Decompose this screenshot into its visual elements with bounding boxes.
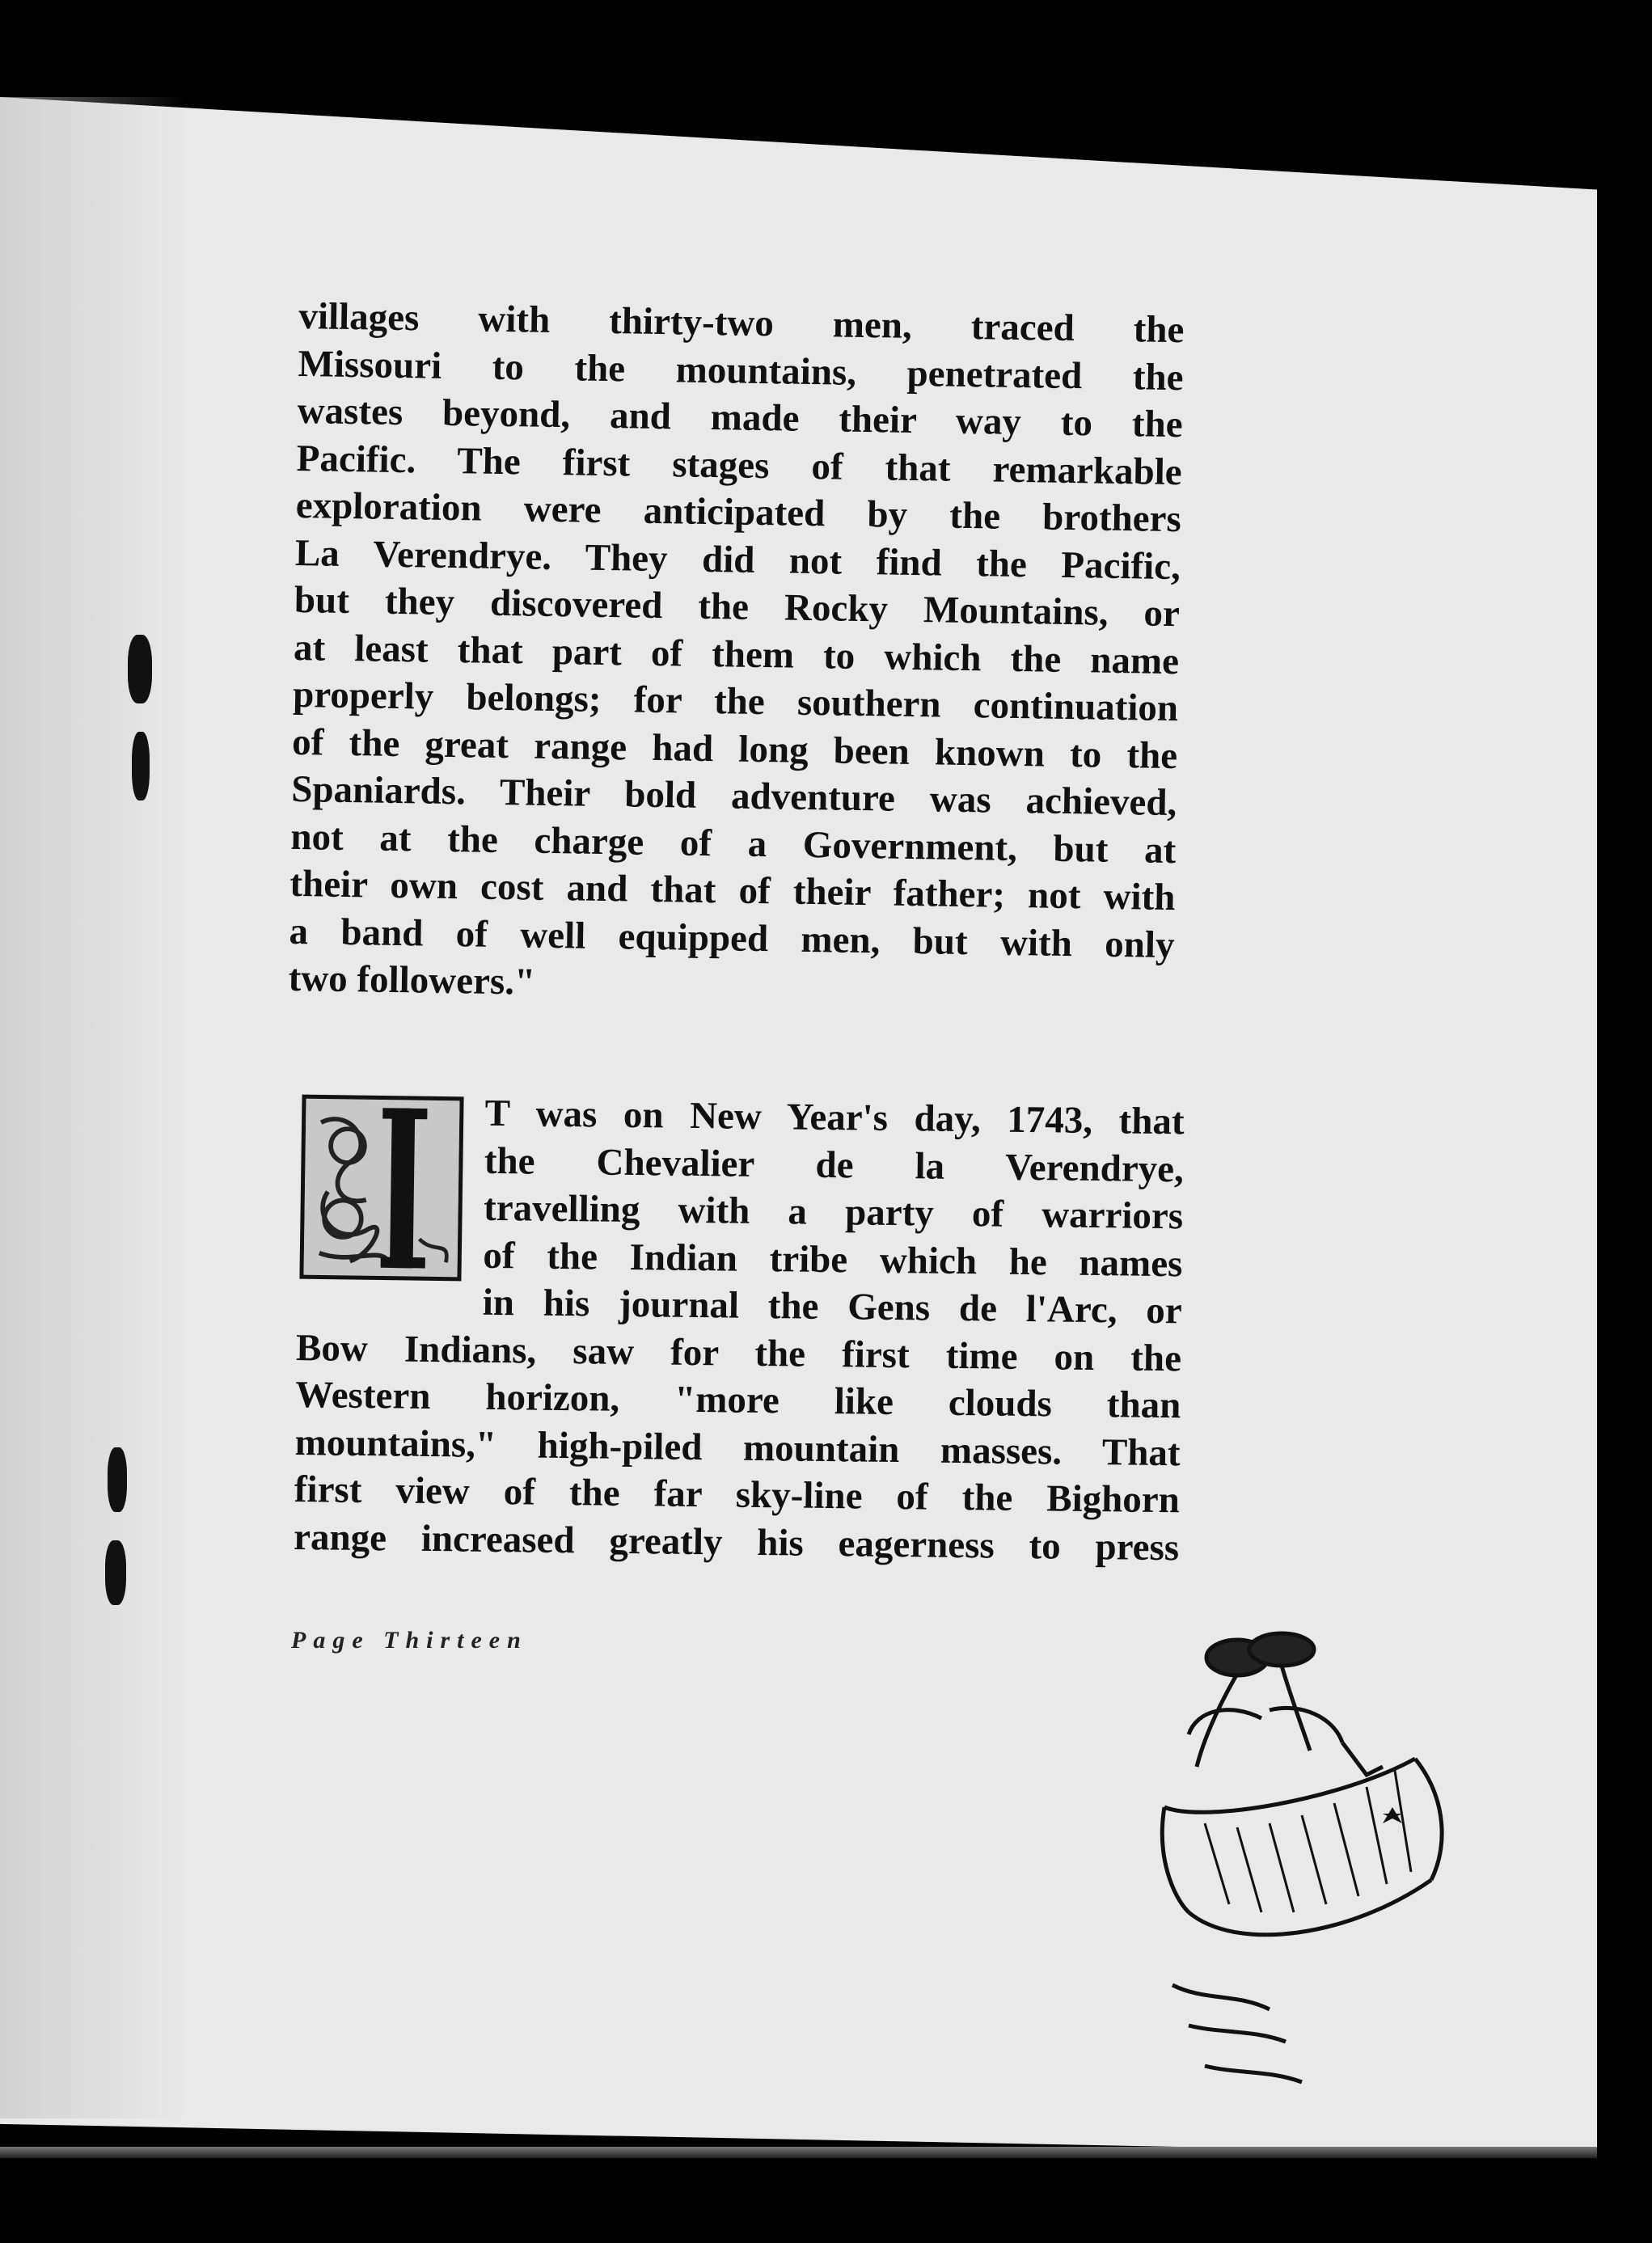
binding-hole-mark [105,1540,126,1605]
text-line: villages with thirty-two men, traced the [298,294,1185,352]
text-line: but they discovered the Rocky Mountains, or [294,578,1181,636]
text-line: not at the charge of a Government, but at [290,815,1177,872]
text-line: Bow Indians, saw for the first time on the [295,1326,1182,1379]
paragraph-2 [294,1088,1185,1571]
text-line: travelling with a party of warriors [483,1186,1184,1238]
text-line: Missouri to the mountains, penetrated the [298,342,1184,399]
text-line: two followers." [288,957,536,1003]
text-line: range increased greatly his eagerness to press [293,1515,1180,1569]
text-line: their own cost and that of their father; not with [289,862,1176,919]
text-line: first view of the far sky-line of the Bighorn [294,1468,1181,1522]
page-footer: Page Thirteen [291,1627,528,1654]
text-line: exploration were anticipated by the brothers [295,484,1182,541]
binding-hole-mark [108,1447,127,1512]
paragraph-1 [288,293,1185,1016]
text-line: the Chevalier de la Verendrye, [484,1139,1185,1190]
canoe-illustration-icon [1140,1613,1561,2098]
binding-hole-mark [132,732,150,800]
text-line: of the great range had long been known to the [291,720,1178,777]
text-line: Western horizon, "more like clouds than [295,1373,1181,1427]
text-line: Spaniards. Their bold adventure was achieved, [290,767,1177,825]
text-line: T was on New Year's day, 1743, that [484,1092,1185,1143]
text-line: at least that part of them to which the name [293,626,1180,682]
text-line: mountains," high-piled mountain masses. That [294,1421,1181,1474]
text-line: in his journal the Gens de l'Arc, or [482,1281,1183,1333]
binding-hole-mark [128,635,152,703]
text-line: wastes beyond, and made their way to the [297,389,1183,446]
text-line: properly belongs; for the southern continuation [292,673,1179,730]
text-line: La Verendrye. They did not find the Pacific, [294,531,1181,588]
text-line: of the Indian tribe which he names [483,1234,1183,1285]
text-line: a band of well equipped men, but with only [289,910,1175,966]
page-shadow [0,97,186,2118]
page-bottom-edge [0,2147,1597,2158]
text-line: Pacific. The first stages of that remarkable [296,437,1183,493]
